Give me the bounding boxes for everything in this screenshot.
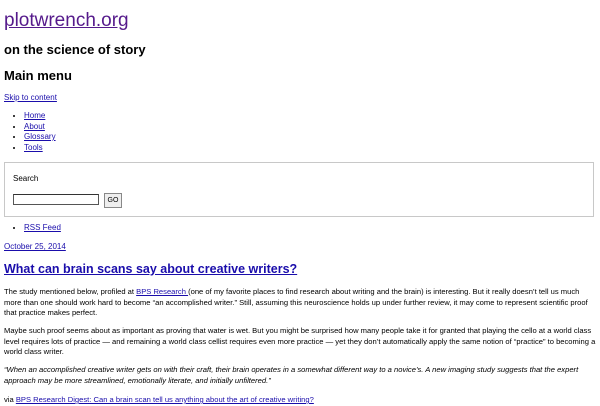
paragraph-text: (one of my favorite places to find research about writing and the brain) is interesting. But it really doesn’t tell us much more than one should work hard to become “an accomplished writer.” Still, assuming this neuroscience holds up under further review, it may come to represent scientific proof that practice makes perfect.: [4, 287, 588, 317]
search-label: Search: [13, 174, 39, 183]
search-widget: [4, 162, 594, 217]
skip-to-content-link[interactable]: Skip to content: [4, 93, 57, 102]
via-prefix: via: [4, 395, 16, 404]
main-menu-heading: Main menu: [4, 68, 72, 83]
post-date-link[interactable]: October 25, 2014: [4, 242, 66, 251]
nav-link-about[interactable]: About: [24, 121, 45, 131]
source-article-link[interactable]: BPS Research Digest: Can a brain scan tell us anything about the art of creative writing?: [15, 395, 314, 404]
feed-item: [24, 223, 61, 233]
main-nav: [4, 111, 56, 153]
nav-item-glossary: [24, 132, 56, 143]
post-source-line: [4, 395, 596, 406]
rss-feed-link[interactable]: RSS Feed: [24, 223, 61, 232]
site-description: on the science of story: [4, 42, 146, 57]
post-quote: “When an accomplished creative writer gets on with their craft, their brain operates in a somewhat different way to a novice’s. A new imaging study suggests that the expert approach may be more streamlined, emotionally literate, and initially unfiltered.”: [4, 365, 579, 385]
feed-list: [4, 223, 61, 233]
nav-item-about: [24, 122, 56, 133]
nav-item-tools: [24, 143, 56, 154]
site-title-link[interactable]: plotwrench.org: [4, 10, 129, 31]
post-paragraph-1: [4, 287, 596, 319]
search-go-button[interactable]: GO: [104, 193, 122, 208]
post-title-link[interactable]: What can brain scans say about creative writers?: [4, 262, 298, 276]
nav-link-glossary[interactable]: Glossary: [24, 132, 56, 141]
paragraph-text: The study mentioned below, profiled at: [4, 287, 137, 296]
search-input[interactable]: [13, 194, 99, 205]
post-paragraph-2: Maybe such proof seems about as important as proving that water is wet. But you might be surprised how many people take it for granted that playing the cello at a world class level requires lots of practice — and remaining a world class cellist requires even more practice — yet they don’t automatically apply the same notion of “practice” to becoming a world class writer.: [4, 326, 596, 356]
nav-item-home: [24, 111, 56, 122]
nav-link-tools[interactable]: Tools: [24, 142, 43, 152]
bps-research-link[interactable]: BPS Research: [136, 287, 189, 296]
nav-link-home[interactable]: Home: [24, 111, 46, 120]
